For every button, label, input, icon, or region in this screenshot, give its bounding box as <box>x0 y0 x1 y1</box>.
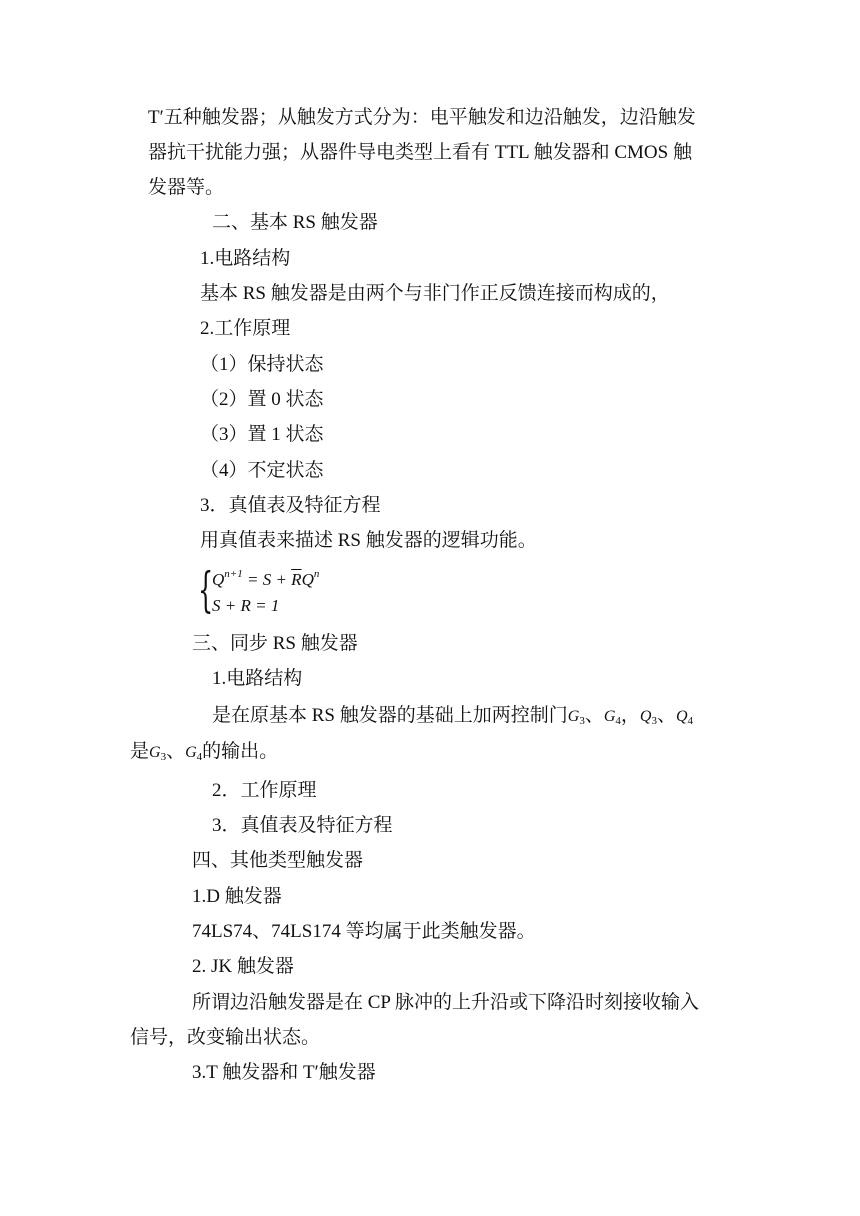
equation-row-1: $Q^{n+1} = S + \overline{R}Q^n$ <box>212 568 320 589</box>
subsection-heading: 1.电路结构 <box>200 248 291 269</box>
text-line: 是$G_3$、$G_4$的输出。 <box>130 741 279 763</box>
subsection-heading: 3．真值表及特征方程 <box>212 815 393 836</box>
text-line: 是在原基本 RS 触发器的基础上加两控制门$G_3$、$G_4$，$Q_3$、$Q_4$ <box>212 705 694 727</box>
text-line: 74LS74、74LS174 等均属于此类触发器。 <box>192 921 536 942</box>
subsection-heading: 2. JK 触发器 <box>192 956 294 977</box>
subsection-heading: 1.D 触发器 <box>192 886 282 907</box>
text-line: 发器等。 <box>148 177 225 198</box>
section-heading: 二、基本 RS 触发器 <box>212 212 378 233</box>
text-line: 器抗干扰能力强；从器件导电类型上看有 TTL 触发器和 CMOS 触 <box>148 142 692 163</box>
text-line: 用真值表来描述 RS 触发器的逻辑功能。 <box>200 530 537 551</box>
text-line: 信号，改变输出状态。 <box>130 1027 321 1048</box>
text-line: 所谓边沿触发器是在 CP 脉冲的上升沿或下降沿时刻接收输入 <box>192 992 700 1013</box>
list-item: （1）保持状态 <box>200 354 324 375</box>
subsection-heading: 1.电路结构 <box>212 668 303 689</box>
subsection-heading: 3.T 触发器和 T′触发器 <box>192 1062 376 1083</box>
characteristic-equation <box>198 564 358 620</box>
subsection-heading: 2．工作原理 <box>212 780 317 801</box>
section-heading: 三、同步 RS 触发器 <box>192 633 358 654</box>
subsection-heading: 2.工作原理 <box>200 318 291 339</box>
list-item: （2）置 0 状态 <box>200 389 324 410</box>
subsection-heading: 3．真值表及特征方程 <box>200 495 381 516</box>
list-item: （3）置 1 状态 <box>200 424 324 445</box>
equation-row-2: S + R = 1 <box>212 596 280 615</box>
text-line: 基本 RS 触发器是由两个与非门作正反馈连接而构成的， <box>200 283 670 304</box>
brace-symbol: { <box>198 562 214 618</box>
text-line: T′五种触发器；从触发方式分为：电平触发和边沿触发，边沿触发 <box>148 107 696 128</box>
list-item: （4）不定状态 <box>200 460 324 481</box>
section-heading: 四、其他类型触发器 <box>192 850 364 871</box>
